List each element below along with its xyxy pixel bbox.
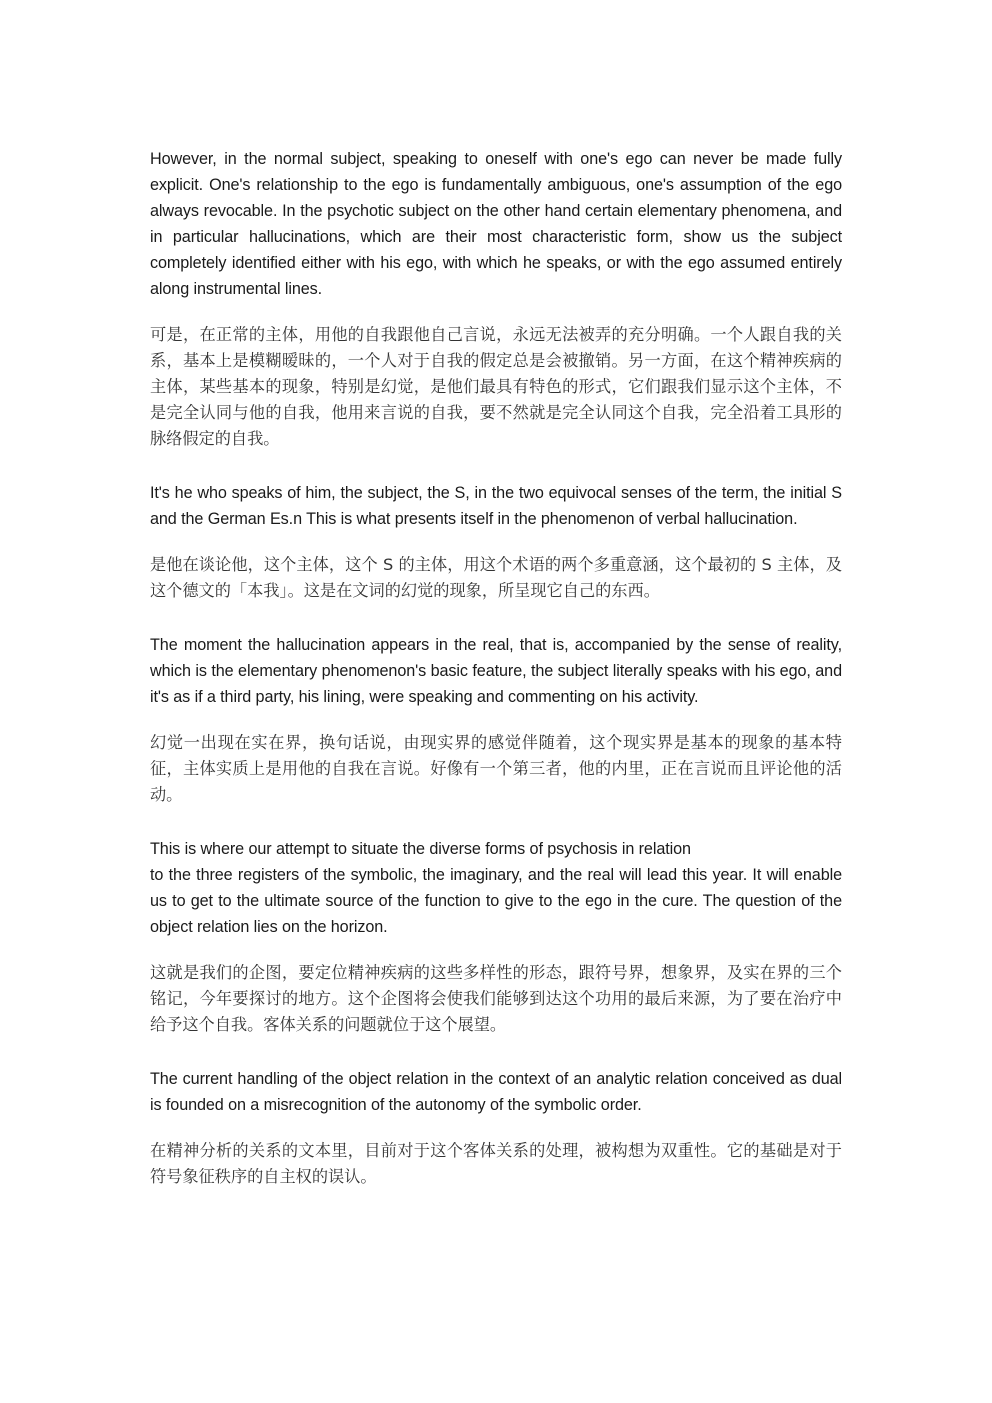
spacer [150, 1118, 842, 1138]
spacer [150, 302, 842, 322]
spacer [150, 808, 842, 836]
spacer [150, 604, 842, 632]
paragraph-en-4-line-1: This is where our attempt to situate the diverse forms of psychosis in relation [150, 840, 691, 858]
spacer [150, 940, 842, 960]
paragraph-zh-2: 是他在谈论他，这个主体，这个 S 的主体，用这个术语的两个多重意涵，这个最初的 S 主体，及这个德文的「本我」。这是在文词的幻觉的现象，所呈现它自己的东西。 [150, 555, 842, 600]
paragraph-en-1: However, in the normal subject, speaking to oneself with one's ego can never be made fully explicit. One's relationship to the ego is fundamentally ambiguous, one's assumption of the ego always revocable. In the psychotic subject on the other hand certain elementary phenomena, and in particular hallucinations, which are their most characteristic form, show us the subject completely identified either with his ego, with which he speaks, or with the ego assumed entirely along instrumental lines. [150, 150, 842, 298]
spacer [150, 532, 842, 552]
spacer [150, 452, 842, 480]
spacer [150, 1038, 842, 1066]
paragraph-en-3: The moment the hallucination appears in the real, that is, accompanied by the sense of reality, which is the elementary phenomenon's basic feature, the subject literally speaks with his ego, and it's as if a third party, his lining, were speaking and commenting on his activity. [150, 636, 842, 706]
paragraph-en-4 [150, 836, 842, 940]
paragraph-zh-4: 这就是我们的企图，要定位精神疾病的这些多样性的形态，跟符号界，想象界，及实在界的三个铭记，今年要探讨的地方。这个企图将会使我们能够到达这个功用的最后来源，为了要在治疗中给予这个自我。客体关系的问题就位于这个展望。 [150, 963, 842, 1034]
paragraph-zh-3: 幻觉一出现在实在界，换句话说，由现实界的感觉伴随着，这个现实界是基本的现象的基本特征，主体实质上是用他的自我在言说。好像有一个第三者，他的内里，正在言说而且评论他的活动。 [150, 733, 842, 804]
paragraph-en-2: It's he who speaks of him, the subject, the S, in the two equivocal senses of the term, the initial S and the German Es.n This is what presents itself in the phenomenon of verbal hallucination. [150, 484, 842, 528]
paragraph-en-5: The current handling of the object relation in the context of an analytic relation conceived as dual is founded on a misrecognition of the autonomy of the symbolic order. [150, 1070, 842, 1114]
spacer [150, 710, 842, 730]
paragraph-zh-5: 在精神分析的关系的文本里，目前对于这个客体关系的处理，被构想为双重性。它的基础是对于符号象征秩序的自主权的误认。 [150, 1141, 842, 1186]
paragraph-en-4-rest: to the three registers of the symbolic, the imaginary, and the real will lead this year. It will enable us to get to the ultimate source of the function to give to the ego in the cure. The question of the object relation lies on the horizon. [150, 866, 842, 936]
paragraph-zh-1: 可是，在正常的主体，用他的自我跟他自己言说，永远无法被弄的充分明确。一个人跟自我的关系，基本上是模糊暧昧的，一个人对于自我的假定总是会被撤销。另一方面，在这个精神疾病的主体，某些基本的现象，特别是幻觉，是他们最具有特色的形式，它们跟我们显示这个主体，不是完全认同与他的自我，他用来言说的自我，要不然就是完全认同这个自我，完全沿着工具形的脉络假定的自我。 [150, 325, 842, 448]
document-page [150, 146, 842, 1190]
